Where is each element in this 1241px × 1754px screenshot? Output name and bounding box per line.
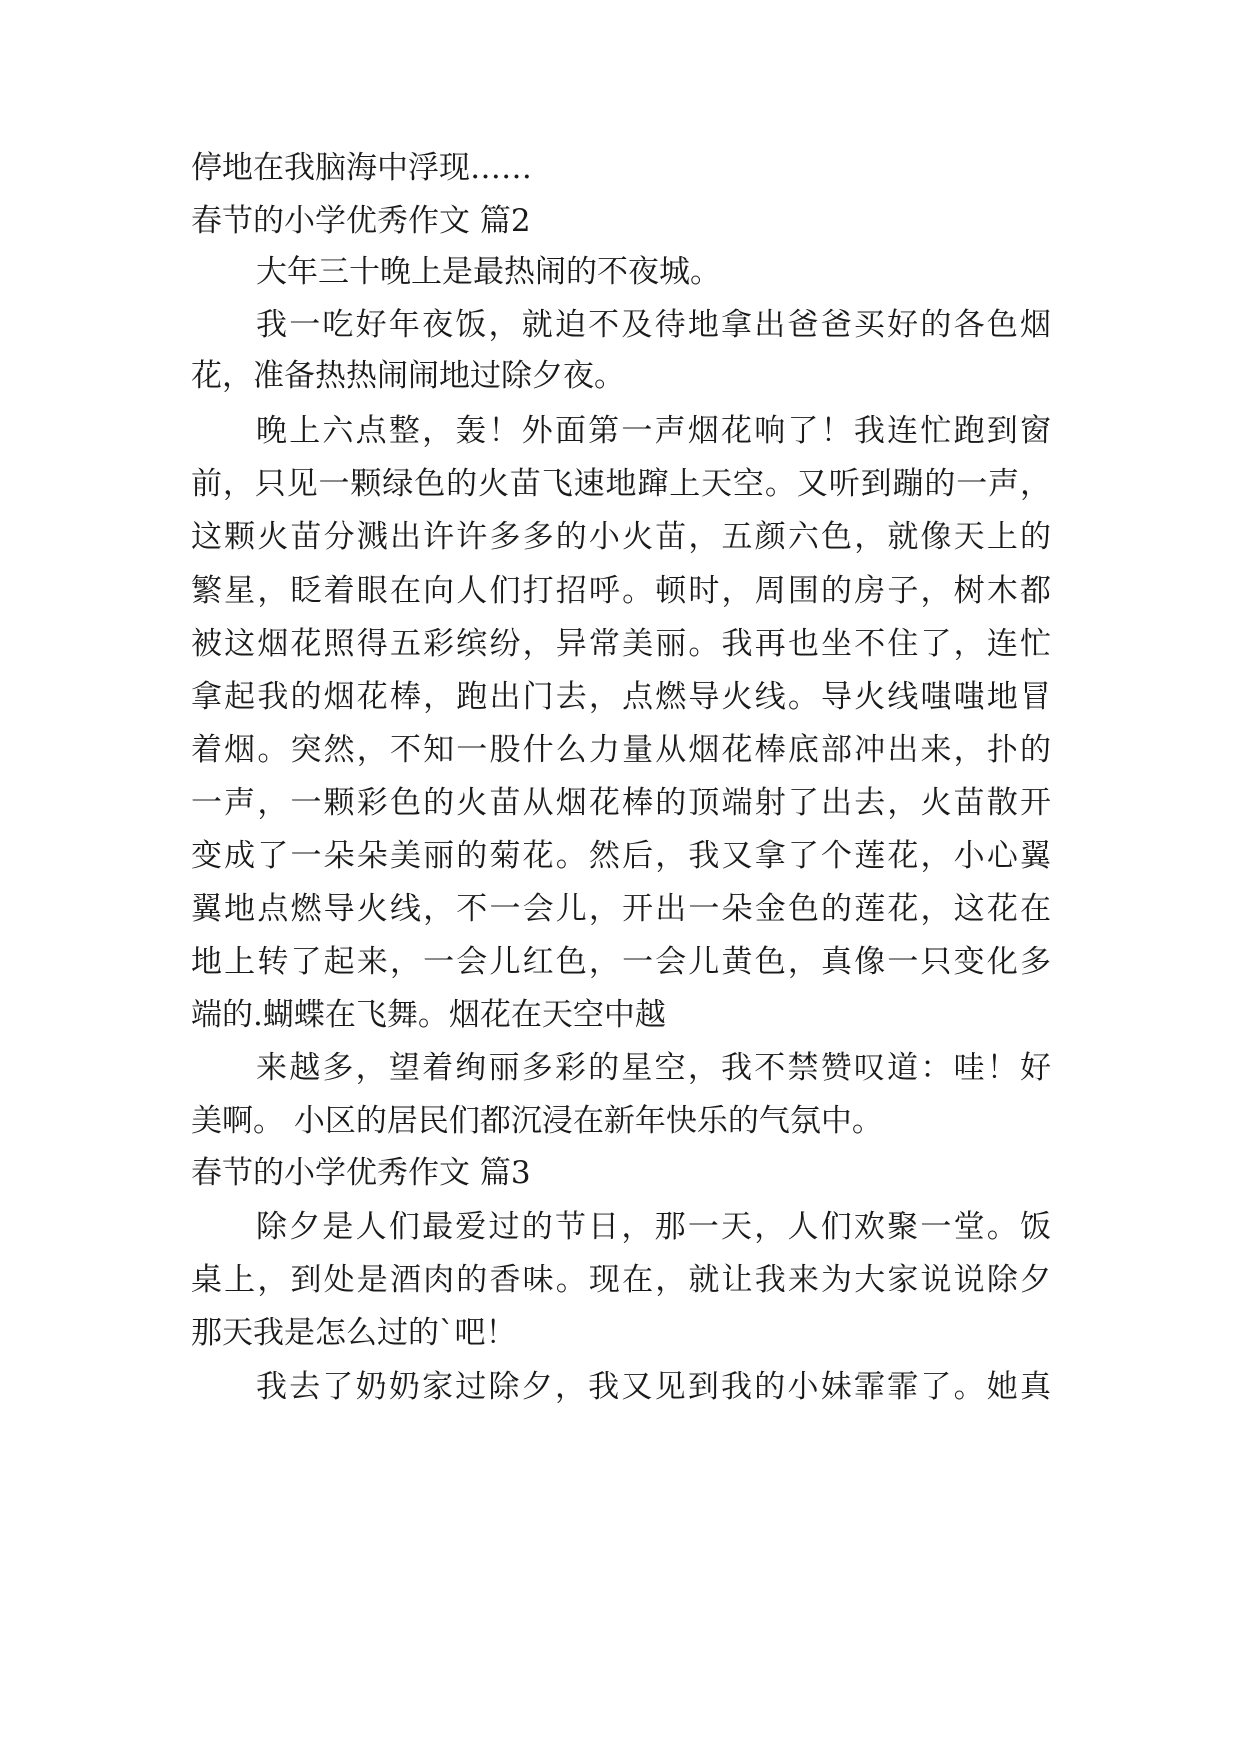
paragraph-line: 繁星，眨着眼在向人们打招呼。顿时，周围的房子，树木都 <box>191 573 1051 609</box>
paragraph-line: 大年三十晚上是最热闹的不夜城。 <box>256 254 721 290</box>
text-line: 停地在我脑海中浮现…… <box>191 150 532 186</box>
paragraph-line: 我去了奶奶家过除夕，我又见到我的小妹霏霏了。她真 <box>256 1369 1051 1405</box>
paragraph-line: 前，只见一颗绿色的火苗飞速地蹿上天空。又听到蹦的一声， <box>191 466 1051 502</box>
paragraph-line: 被这烟花照得五彩缤纷，异常美丽。我再也坐不住了，连忙 <box>191 626 1051 662</box>
paragraph-line: 变成了一朵朵美丽的菊花。然后，我又拿了个莲花，小心翼 <box>191 838 1051 874</box>
paragraph-line: 着烟。突然，不知一股什么力量从烟花棒底部冲出来，扑的 <box>191 732 1051 768</box>
paragraph-line: 桌上，到处是酒肉的香味。现在，就让我来为大家说说除夕 <box>191 1262 1051 1298</box>
paragraph-line: 端的.蝴蝶在飞舞。烟花在天空中越 <box>191 997 666 1033</box>
paragraph-line: 一声，一颗彩色的火苗从烟花棒的顶端射了出去，火苗散开 <box>191 785 1051 821</box>
paragraph-line: 我一吃好年夜饭，就迫不及待地拿出爸爸买好的各色烟 <box>256 307 1051 343</box>
paragraph-line: 那天我是怎么过的`吧！ <box>191 1315 517 1351</box>
paragraph-line: 翼地点燃导火线，不一会儿，开出一朵金色的莲花，这花在 <box>191 891 1051 927</box>
paragraph-line: 晚上六点整，轰！外面第一声烟花响了！我连忙跑到窗 <box>256 413 1051 449</box>
paragraph-line: 花，准备热热闹闹地过除夕夜。 <box>191 358 625 394</box>
paragraph-line: 除夕是人们最爱过的节日，那一天，人们欢聚一堂。饭 <box>256 1209 1051 1245</box>
section-heading: 春节的小学优秀作文 篇2 <box>191 203 531 239</box>
paragraph-line: 这颗火苗分溅出许许多多的小火苗，五颜六色，就像天上的 <box>191 519 1051 555</box>
paragraph-line: 拿起我的烟花棒，跑出门去，点燃导火线。导火线嗤嗤地冒 <box>191 679 1051 715</box>
paragraph-line: 地上转了起来，一会儿红色，一会儿黄色，真像一只变化多 <box>191 944 1051 980</box>
section-heading: 春节的小学优秀作文 篇3 <box>191 1155 531 1191</box>
paragraph-line: 美啊。 小区的居民们都沉浸在新年快乐的气氛中。 <box>191 1103 883 1139</box>
paragraph-line: 来越多，望着绚丽多彩的星空，我不禁赞叹道：哇！好 <box>256 1050 1051 1086</box>
